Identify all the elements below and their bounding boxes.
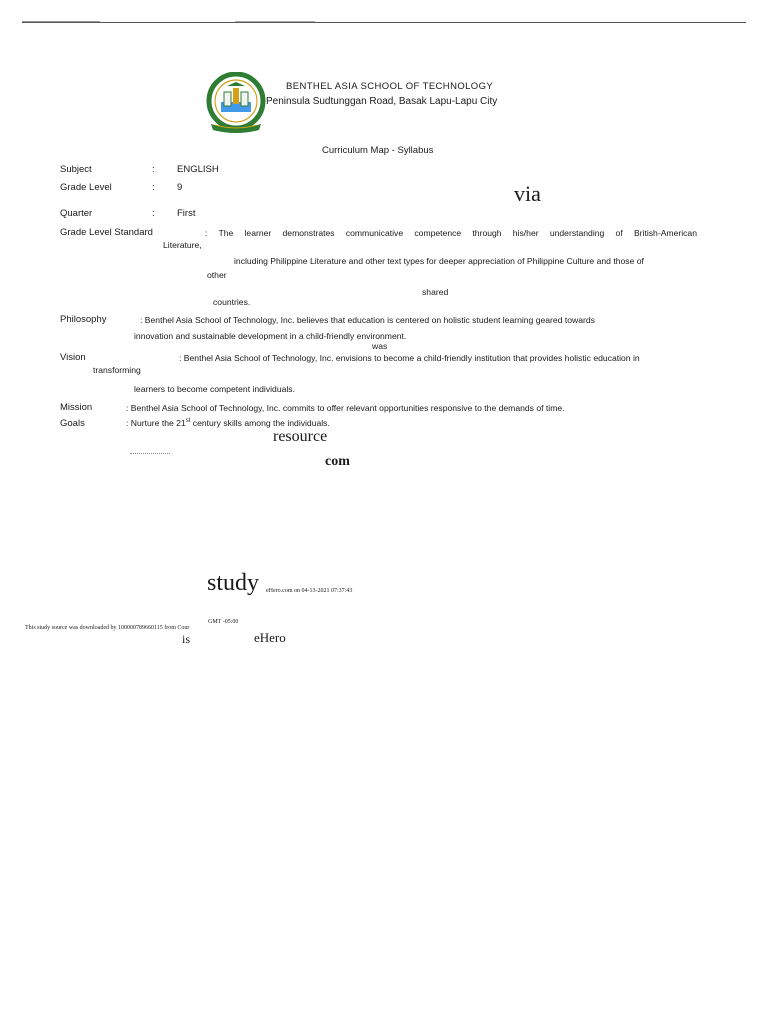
top-rule	[22, 22, 746, 23]
grade-level-colon: :	[152, 182, 155, 193]
watermark-ehero-date: eHero.com on 04-13-2021 07:37:43	[266, 588, 353, 594]
vision-line2: transforming	[93, 365, 141, 375]
subject-label: Subject	[60, 164, 92, 175]
document-title: Curriculum Map - Syllabus	[322, 145, 434, 156]
goals-label: Goals	[60, 418, 85, 429]
quarter-colon: :	[152, 208, 155, 219]
watermark-is: is	[182, 632, 191, 646]
philosophy-line1: : Benthel Asia School of Technology, Inc. believes that education is centered on holistic student learning geared towards	[140, 315, 595, 325]
grade-level-standard-line6: countries.	[213, 297, 251, 307]
watermark-study: study	[207, 570, 260, 596]
grade-level-standard-label: Grade Level Standard	[60, 227, 153, 238]
goals-text-before: : Nurture the 21	[126, 418, 186, 428]
grade-level-value: 9	[177, 182, 183, 193]
vision-label: Vision	[60, 352, 86, 363]
vision-line3: learners to become competent individuals.	[134, 384, 295, 394]
grade-level-standard-line4: other	[207, 270, 227, 280]
goals-superscript: st	[185, 418, 191, 425]
watermark-was: was	[372, 341, 388, 351]
grade-level-standard-line3: including Philippine Literature and other text types for deeper appreciation of Philippine Culture and those of	[234, 256, 644, 266]
philosophy-line2: innovation and sustainable development in a child-friendly environment.	[134, 331, 407, 341]
school-seal-icon	[205, 72, 267, 136]
watermark-via: via	[514, 181, 541, 206]
dotted-rule	[130, 453, 170, 454]
school-address: Peninsula Sudtunggan Road, Basak Lapu-Lapu City	[266, 96, 498, 107]
subject-colon: :	[152, 164, 155, 175]
goals-text	[126, 418, 330, 428]
grade-level-label: Grade Level	[60, 182, 112, 193]
download-note: This study source was downloaded by 100000789660115 from Cour	[25, 625, 190, 631]
quarter-label: Quarter	[60, 208, 93, 219]
mission-text: : Benthel Asia School of Technology, Inc. commits to offer relevant opportunities responsive to the demands of time.	[126, 403, 565, 413]
subject-value: ENGLISH	[177, 164, 219, 175]
philosophy-label: Philosophy	[60, 314, 107, 325]
school-name: BENTHEL ASIA SCHOOL OF TECHNOLOGY	[286, 81, 494, 92]
goals-text-after: century skills among the individuals.	[190, 418, 330, 428]
watermark-gmt: GMT -05:00	[208, 619, 239, 625]
watermark-ehero: eHero	[254, 630, 286, 645]
grade-level-standard-line5: shared	[422, 287, 449, 297]
mission-label: Mission	[60, 402, 93, 413]
grade-level-standard-line2: Literature,	[163, 240, 202, 250]
watermark-com: com	[325, 454, 350, 469]
vision-line1: : Benthel Asia School of Technology, Inc. envisions to become a child-friendly institution that provides holistic education in	[179, 353, 640, 363]
watermark-resource: resource	[273, 428, 328, 445]
quarter-value: First	[177, 208, 196, 219]
grade-level-standard-line1: : The learner demonstrates communicative competence through his/her understanding of British-American	[205, 228, 697, 238]
